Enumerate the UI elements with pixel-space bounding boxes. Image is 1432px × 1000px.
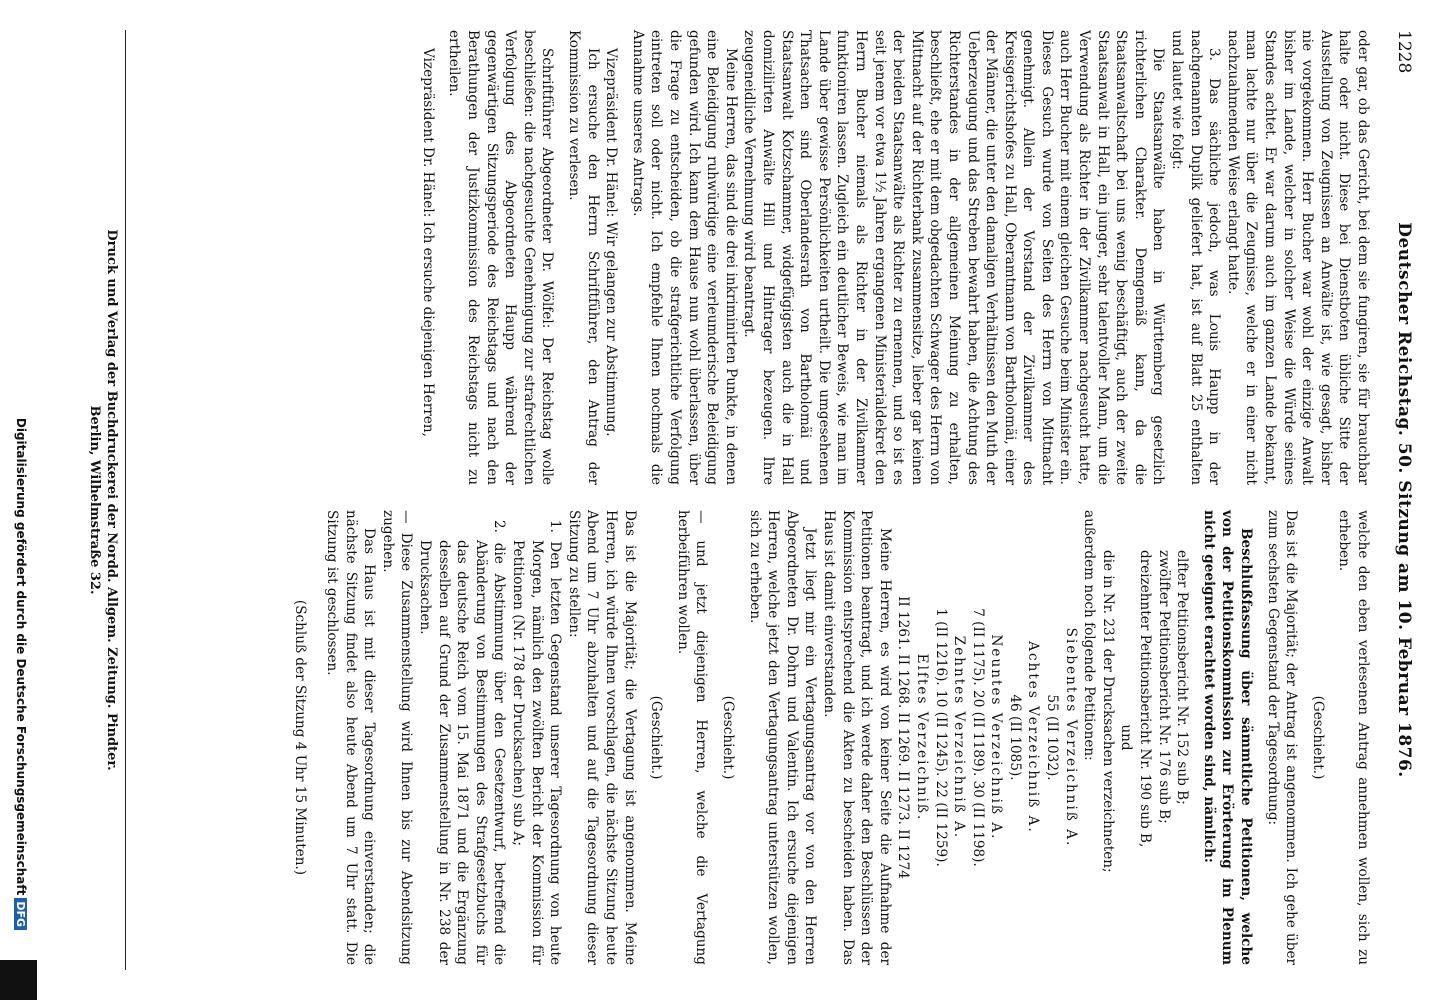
- agenda-item: Beschlußfassung über sämmtliche Petitionen, welche von der Petitionskommission zur Erörterung im Plenum nicht geeignet erachtet worden sind, nämlich:: [1200, 510, 1255, 965]
- closing-note: (Schluß der Sitzung 4 Uhr 15 Minuten.): [291, 599, 308, 876]
- page-number: 1228: [1394, 30, 1414, 74]
- paragraph: oder gar, ob das Gericht, bei dem sie fungiren, sie für brauchbar halte oder nicht. Diese bei Dienstboten übliche Sitte der Ausstellung von Zeugnissen an Anwälte ist, wie gesagt, bisher nie vorgekommen. Herr Bucher war wohl der einzige Anwalt bisher im Lande, welcher in solcher Weise die Würde seines Standes achtet. Er war darum auch im ganzen Lande bekannt, man lachte nur über die Zeugnisse, welche er in einer nicht nachzuahmenden Weise erlangt hatte.: [1224, 30, 1371, 485]
- dfg-logo: DFG: [14, 898, 27, 930]
- paragraph: Meine Herren, es wird von keiner Seite die Aufnahme der Petitionen beantragt, und ich werde daher den Beschlüssen der Kommission entsprechend die Akten zu bescheiden haben. Das Haus ist damit einverstanden.: [820, 510, 893, 965]
- paragraph: Das Haus ist mit dieser Tagesordnung einverstanden; die nächste Sitzung findet also heute Abend um 7 Uhr statt. Die Sitzung ist geschlossen.: [324, 510, 378, 965]
- report-line: und: [1118, 724, 1135, 751]
- left-column: [418, 30, 1372, 485]
- list-heading: Elftes Verzeichniß.: [913, 653, 930, 822]
- paragraph: Meine Herren, das sind die drei inkriminirten Punkte, in denen eine Beleidigung ruhwürdige eine verleumderische Beleidigung gefunden wird. Ich kann dem Hause nun wohl überlassen, über die Frage zu entscheiden, ob die strafgerichtliche Verfolgung eintreten soll oder nicht. Ich empfehle Ihnen nochmals die Annahme unseres Antrags.: [629, 30, 739, 485]
- digitization-text: Digitalisierung gefördert durch die Deutsche Forschungsgemeinschaft: [14, 417, 28, 896]
- digitization-note: [8, 0, 28, 1000]
- report-line: dreizehnter Petitionsbericht Nr. 190 sub B,: [1137, 550, 1154, 848]
- paragraph: Ich ersuche den Herrn Schriftführer, den Antrag der Kommission zu verlesen.: [566, 30, 601, 485]
- scan-edge: [0, 960, 37, 1000]
- paragraph: — Diese Zusammenstellung wird Ihnen bis zur Abendsitzung zugehen.: [379, 510, 415, 965]
- paragraph: welche den eben verlesenen Antrag annehmen wollen, sich zu erheben.: [1336, 510, 1371, 965]
- imprint-line: Berlin, Wilhelmstraße 32.: [87, 405, 102, 595]
- imprint-rule: [125, 30, 126, 970]
- imprint-line: Druck und Verlag der Buchdruckerei der Nordd. Allgem. Zeitung. Pindter.: [104, 229, 119, 771]
- applause-note: (Geschieht.): [720, 695, 736, 780]
- speaker-paragraph: Schriftführer Abgeordneter Dr. Wölfel: Der Reichstag wolle beschließen: die nachgesuchte Genehmigung zur strafrechtlichen Verfolgung des Abgeordneten Haupp während der gegenwärtigen Sitzungsperiode des Reichstags und nach den Berathungen der Justizkommission des Reichstags nicht zu ertheilen.: [446, 30, 556, 485]
- list-entry: II 1261. II 1268. II 1269. II 1273. II 1274: [895, 596, 912, 879]
- paragraph: Das ist die Majorität; die Vertagung ist angenommen. Meine Herren, ich würde Ihnen vorschlagen, die nächste Sitzung heute Abend um 7 Uhr abzuhalten und auf die Tagesordnung dieser Sitzung zu stellen:: [565, 510, 638, 965]
- applause-note: (Geschieht.): [648, 695, 665, 780]
- list-entry: 7 (II 1175). 20 (II 1189). 30 (II 1198).: [969, 608, 986, 867]
- report-line: elfter Petitionsbericht Nr. 152 sub B;: [1174, 550, 1191, 805]
- report-line: zwölfter Petitionsbericht Nr. 176 sub B;: [1155, 550, 1172, 824]
- report-line: die in Nr. 231 der Drucksachen verzeichneten;: [1099, 550, 1116, 873]
- speaker-paragraph: Vizepräsident Dr. Hänel: Wir gelangen zur Abstimmung.: [603, 48, 620, 437]
- right-column: [290, 510, 1372, 965]
- list-heading: Achtes Verzeichniß A.: [1025, 641, 1042, 834]
- agenda-list-item: 2. die Abstimmung über den Gesetzentwurf, betreffend die Abänderung von Bestimmungen des Strafgesetzbuchs für das deutsche Reich vom 15. Mai 1871 und die Ergänzung desselben auf Grund der Zusammenstellung in Nr. 238 der Drucksachen.: [417, 520, 508, 965]
- page-header: [1388, 30, 1414, 970]
- list-entry: 55 (II 1032).: [1044, 694, 1061, 781]
- imprint: [86, 30, 120, 970]
- paragraph: — und jetzt diejenigen Herren, welche die Vertagung herbeiführen wollen.: [674, 510, 710, 965]
- paragraph: Das ist die Majorität; der Antrag ist angenommen. Ich gehe über zum sechsten Gegenstand der Tagesordnung:: [1264, 510, 1300, 965]
- paragraph: Die Staatsanwälte haben in Württemberg gesetzlich richterlichen Charakter. Demgemäß kann, da die Staatsanwaltschaft bei uns wenig beschäftigt, auch der zweite Staatsanwalt in Hall, ein junger, sehr talentvoller Mann, um die Verwendung als Richter in der Zivilkammer nachgesucht hatte, auch Herr Bucher mit einem gleichen Gesuche beim Minister ein. Dieses Gesuch wurde von Seiten des Herrn von Mittnacht genehmigt. Allein der Vorstand der Zivilkammer des Kreisgerichtshofes zu Hall, Oberamtmann von Bartholomäi, einer der Männer, die unter den damaligen Verhältnissen den Muth der Ueberzeugung und das Streben bewahrt haben, die Achtung des Richterstandes in der allgemeinen Meinung zu erhalten, beschließt, ehe er mit dem obgedachten Schwager des Herrn von Mittnacht auf der Richterbank zusammensitze, lieber gar keinen der beiden Staatsanwälte als Richter zu ernennen, und so ist es seit jenem vor etwa 1½ Jahren ergangenen Ministerialdekret den Herrn Bucher niemals als Richter in der Zivilkammer funktioniren lassen. Zugleich ein deutlicher Beweis, wie man im Lande über gewisse Persönlichkeiten urtheilt. Die umgesehenen Thatsachen sind Oberlandesrath von Bartholomäi und Staatsanwalt Kotzschammer, widgefügigsten auch die in Hall domizilirten Anwälte Hill und Hintrager bezeugen. Ihre zeugeneidliche Vernehmung wird beantragt.: [741, 30, 1167, 485]
- list-heading: Neuntes Verzeichniß A.: [988, 634, 1005, 841]
- agenda-list-item: 1. Den letzten Gegenstand unserer Tagesordnung von heute Morgen, nämlich den zwölften Bericht der Kommission für Petitionen (Nr. 178 der Drucksachen) sub A;: [510, 520, 564, 965]
- list-heading: Zehntes Verzeichniß A.: [951, 635, 968, 840]
- paragraph: Jetzt liegt mir ein Vertagungsantrag vor von den Herren Abgeordneten Dr. Dohrn und Valentin. Ich ersuche diejenigen Herren, welche jetzt den Vertagungsantrag unterstützen wollen, sich zu erheben.: [746, 510, 819, 965]
- paragraph: außerdem noch folgende Petitionen:: [1081, 510, 1098, 761]
- list-entry: 46 (II 1085).: [1006, 694, 1023, 781]
- speaker-paragraph: Vizepräsident Dr. Hänel: Ich ersuche diejenigen Herren,: [419, 48, 436, 437]
- list-heading: Siebentes Verzeichniß A.: [1062, 627, 1079, 848]
- list-entry: 1 (II 1216). 10 (II 1245). 22 (II 1259).: [932, 608, 949, 867]
- applause-note: (Geschieht.): [1309, 695, 1326, 780]
- page-title: Deutscher Reichstag. 50. Sitzung am 10. Februar 1876.: [1394, 222, 1414, 778]
- paragraph: 3. Das sächliche jedoch, was Louis Haupp in der nachgenannten Duplik geliefert hat, ist auf Blatt 25 enthalten und lautet wie folgt:: [1169, 30, 1223, 485]
